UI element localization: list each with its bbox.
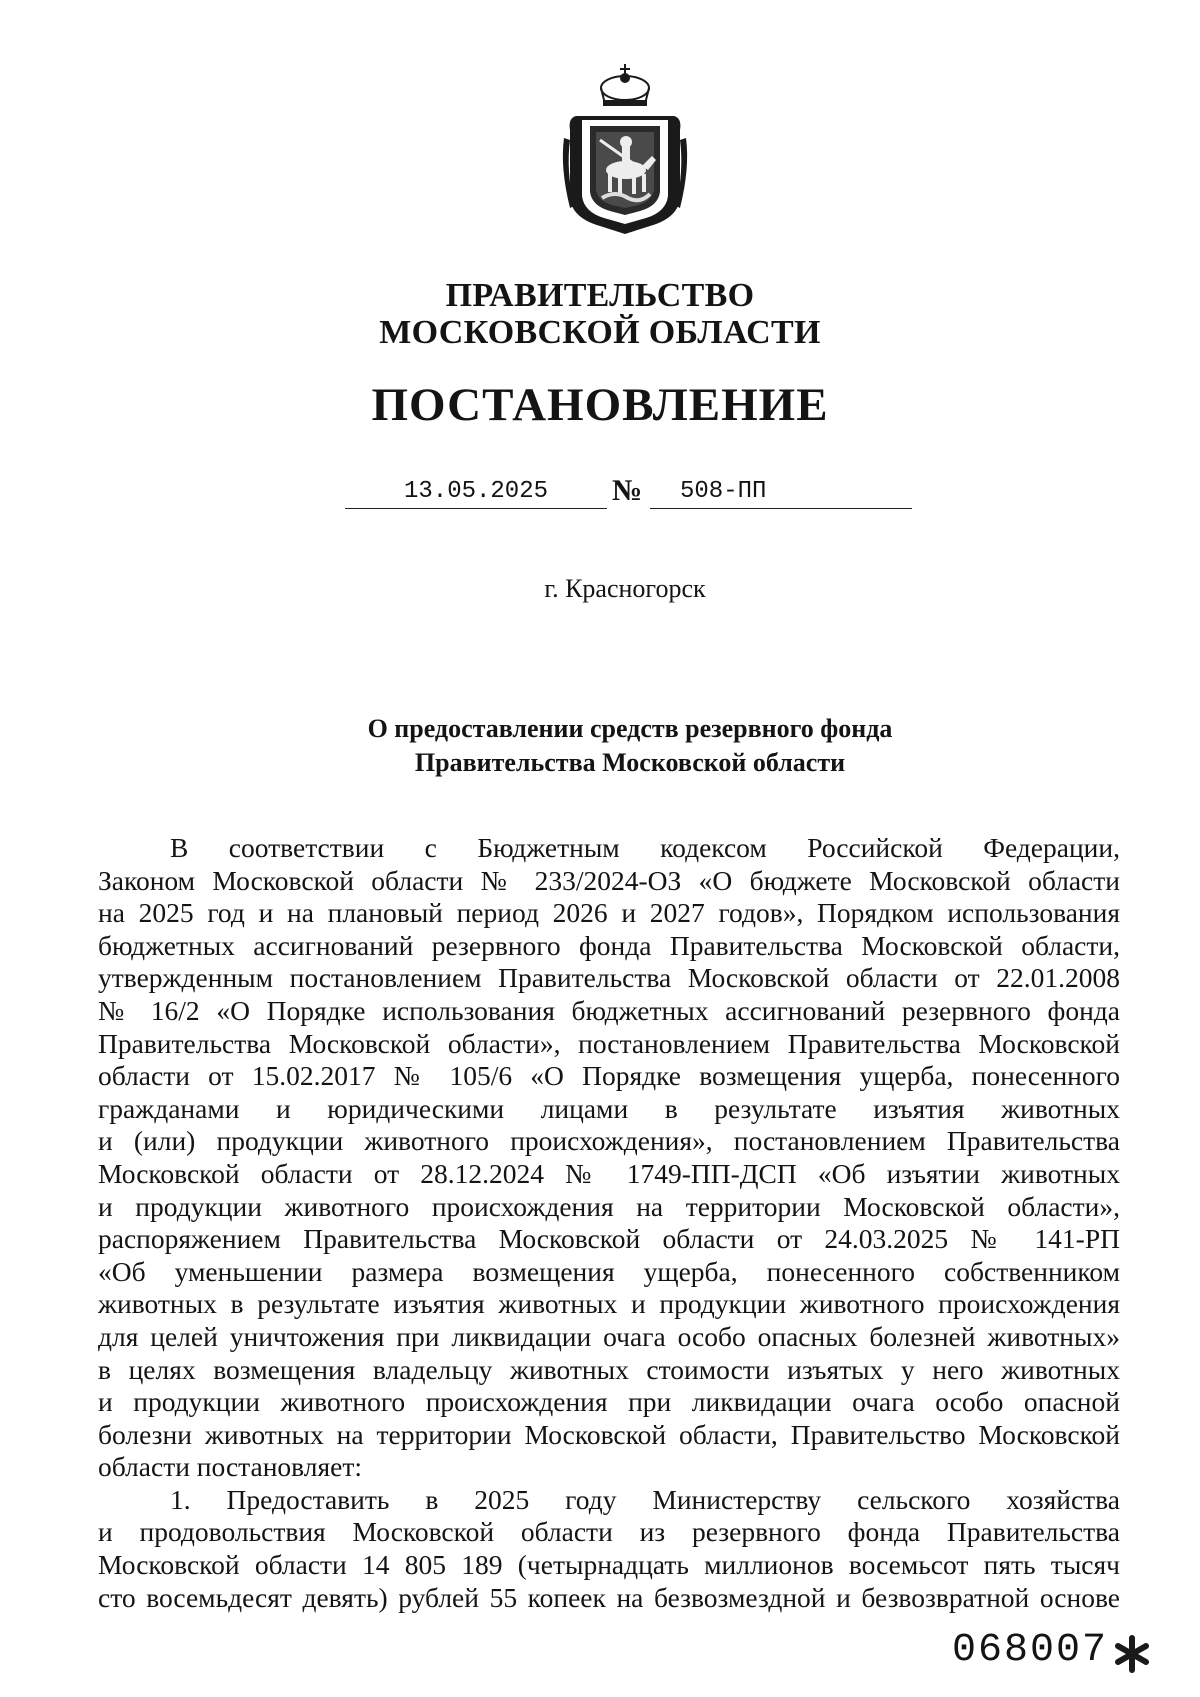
subject-line2: Правительства Московской области [414,748,846,777]
coat-of-arms-emblem [560,58,690,236]
serial-number: 068007 [952,1628,1109,1673]
body-line: Законом Московской области № 233/2024-ОЗ «О бюджете Московской области [98,864,1120,896]
number-sign: № [612,474,643,507]
body-line: Московской области 14 805 189 (четырнадцать миллионов восемьсот пять тысяч [98,1549,1120,1581]
document-date: 13.05.2025 [345,476,607,509]
body-line: утвержденным постановлением Правительства Московской области от 22.01.2008 [98,962,1120,994]
document-number: 508-ПП [680,478,767,505]
body-line: и продукции животного происхождения при ликвидации очага особо опасной [98,1386,1120,1418]
body-line: и продукции животного происхождения на территории Московской области», [98,1190,1120,1222]
body-line: и (или) продукции животного происхождения», постановлением Правительства [98,1125,1120,1157]
document-type-title: ПОСТАНОВЛЕНИЕ [371,379,829,431]
body-text [98,832,1120,1614]
document-number-field [650,476,912,509]
body-line: на 2025 год и на плановый период 2026 и 2027 годов», Порядком использования [98,897,1120,929]
organization-name-line1: ПРАВИТЕЛЬСТВО [445,277,755,314]
city-of-issue: г. Красногорск [544,574,706,603]
body-line: области от 15.02.2017 № 105/6 «О Порядке возмещения ущерба, понесенного [98,1060,1120,1092]
subject-line1: О предоставлении средств резервного фонда [367,714,893,743]
body-line: В соответствии с Бюджетным кодексом Российской Федерации, [170,832,1120,863]
body-line: области постановляет: [98,1451,363,1483]
asterisk-icon [1112,1634,1152,1674]
organization-name-line2: МОСКОВСКОЙ ОБЛАСТИ [379,314,821,351]
body-line: болезни животных на территории Московской области, Правительство Московской [98,1418,1120,1450]
body-line: Правительства Московской области», постановлением Правительства Московской [98,1027,1120,1059]
body-line: животных в результате изъятия животных и продукции животного происхождения [98,1288,1120,1320]
body-line: № 16/2 «О Порядке использования бюджетных ассигнований резервного фонда [98,994,1120,1026]
body-line: 1. Предоставить в 2025 году Министерству сельского хозяйства [170,1483,1120,1515]
body-line: «Об уменьшении размера возмещения ущерба, понесенного собственником [98,1255,1120,1287]
body-line: Московской области от 28.12.2024 № 1749-ПП-ДСП «Об изъятии животных [98,1157,1120,1189]
body-line: для целей уничтожения при ликвидации очага особо опасных болезней животных» [98,1320,1120,1352]
body-line: распоряжением Правительства Московской области от 24.03.2025 № 141-РП [98,1223,1120,1255]
body-line: в целях возмещения владельцу животных стоимости изъятых у него животных [98,1353,1120,1385]
body-line: и продовольствия Московской области из резервного фонда Правительства [98,1516,1120,1548]
body-line: гражданами и юридическими лицами в результате изъятия животных [98,1092,1120,1124]
body-line: бюджетных ассигнований резервного фонда Правительства Московской области, [98,929,1120,961]
document-subject [0,712,1200,780]
body-line: сто восемьдесят девять) рублей 55 копеек на безвозмездной и безвозвратной основе [98,1581,1120,1613]
